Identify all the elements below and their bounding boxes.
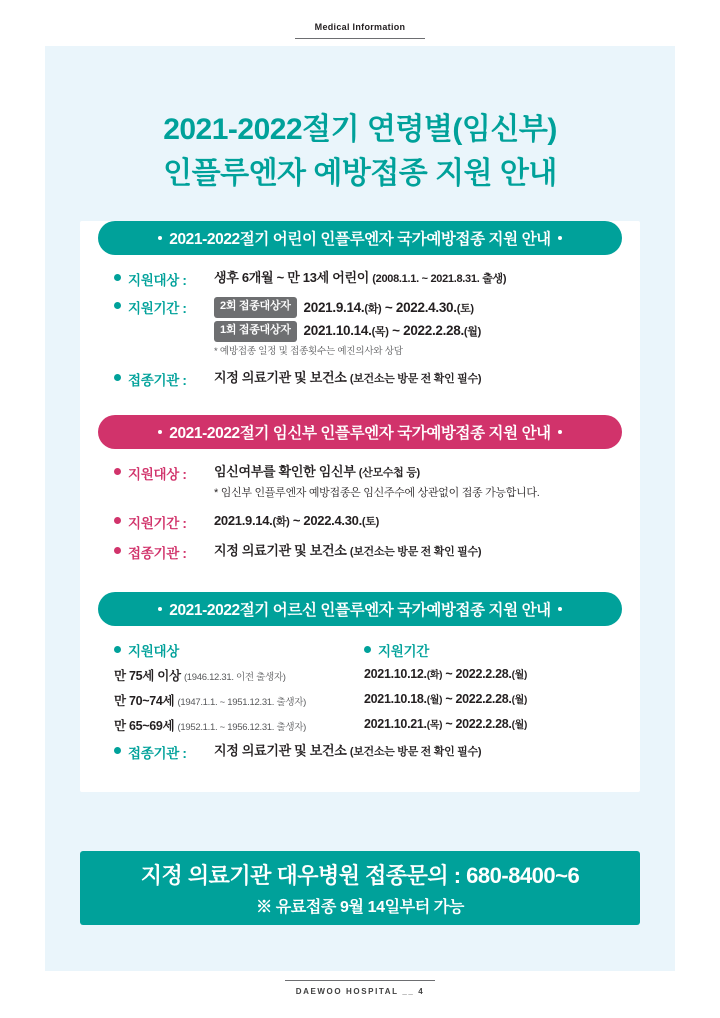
section-pregnant [80,415,640,562]
elderly-period-2-start: 2021.10.18. [364,691,427,706]
children-period-value [214,297,481,359]
page-title-line2: 인플루엔자 예방접종 지원 안내 [163,156,557,190]
page-header-text: Medical Information [314,22,406,32]
children-2dose-tag: 2회 접종대상자 [214,297,297,318]
footer-divider [285,980,435,981]
elderly-period-1-start: 2021.10.12. [364,666,427,681]
elderly-target-2 [114,691,364,709]
elderly-facility-value [214,742,481,761]
children-period-2dose [214,297,481,318]
elderly-target-2-text: 만 70~74세 [114,693,175,708]
bullet-icon [114,374,121,381]
elderly-period-1-end: ~ 2022.2.28. [442,666,512,681]
banner-dot-icon [158,236,162,240]
children-target-row [114,269,606,289]
pregnant-target-footnote: * 임신부 인플루엔자 예방접종은 임신주수에 상관없이 접종 가능합니다. [214,486,540,499]
children-1dose-tag: 1회 접종대상자 [214,321,297,342]
page-title [45,108,675,195]
pregnant-target-label: 지원대상 : [128,466,187,482]
children-1dose-start-day: (목) [371,326,389,339]
children-facility-label: 접종기관 : [128,372,187,388]
pregnant-facility-text: 지정 의료기관 및 보건소 [214,542,347,558]
info-card [80,221,640,792]
children-period-footnote: * 예방접종 일정 및 접종횟수는 예진의사와 상담 [214,345,403,357]
header-divider [295,38,425,39]
pregnant-period-value [214,512,379,531]
section-elderly-banner-text: 2021-2022절기 어르신 인플루엔자 국가예방접종 지원 안내 [169,601,551,619]
bullet-icon [114,468,121,475]
bullet-icon [364,646,371,653]
children-1dose-start: 2021.10.14. [303,323,372,339]
children-1dose-dates [304,321,481,341]
bullet-icon [114,517,121,524]
banner-dot-icon [558,607,562,611]
elderly-facility-note: (보건소는 방문 전 확인 필수) [349,745,482,758]
elderly-period-1-start-day: (화) [426,669,443,681]
elderly-period-2-end: ~ 2022.2.28. [442,691,512,706]
section-children-banner [98,221,622,255]
page-footer-text: DAEWOO HOSPITAL __ 4 [295,987,425,996]
elderly-period-1-end-day: (월) [511,669,528,681]
pregnant-facility-label: 접종기관 : [128,545,187,561]
contact-note-text: ※ 유료접종 9월 14일부터 가능 [256,899,464,916]
banner-dot-icon [158,607,162,611]
elderly-header-period [364,640,429,660]
section-children [80,221,640,389]
elderly-header-period-label: 지원기간 [378,643,429,659]
children-target-value [214,269,506,288]
pregnant-target-row [114,463,606,502]
children-target-note: (2008.1.1. ~ 2021.8.31. 출생) [372,273,507,285]
section-elderly [80,592,640,762]
section-pregnant-banner-text: 2021-2022절기 임신부 인플루엔자 국가예방접종 지원 안내 [169,424,551,442]
children-2dose-dates [304,298,474,318]
pregnant-facility-note: (보건소는 방문 전 확인 필수) [349,545,482,558]
children-period-label: 지원기간 : [128,301,187,316]
pregnant-period-start-day: (화) [272,515,290,528]
pregnant-period-row [114,512,606,532]
table-row [114,691,606,709]
children-target-text: 생후 6개월 ~ 만 13세 어린이 [214,270,369,285]
children-target-label: 지원대상 : [128,273,187,288]
elderly-period-3-start: 2021.10.21. [364,716,427,731]
elderly-period-3-start-day: (목) [426,719,443,731]
children-facility-text: 지정 의료기관 및 보건소 [214,369,347,385]
elderly-target-1-text: 만 75세 이상 [114,668,181,683]
elderly-period-1 [364,666,527,684]
children-2dose-end: ~ 2022.4.30. [381,299,457,315]
pregnant-period-end: ~ 2022.4.30. [289,512,362,528]
pregnant-facility-row [114,542,606,562]
bullet-icon [114,646,121,653]
elderly-period-3-end-day: (월) [511,719,528,731]
table-row [114,666,606,684]
contact-phone-text: 지정 의료기관 대우병원 접종문의 : 680-8400~6 [140,863,580,888]
children-period-1dose [214,321,481,342]
banner-dot-icon [558,236,562,240]
bullet-icon [114,747,121,754]
contact-box [80,851,640,925]
elderly-header-target-label: 지원대상 [128,643,179,659]
section-elderly-banner [98,592,622,626]
elderly-period-3-end: ~ 2022.2.28. [442,716,512,731]
pregnant-period-end-day: (토) [361,515,379,528]
bullet-icon [114,302,121,309]
elderly-period-2-end-day: (월) [511,694,528,706]
elderly-target-1-sub: (1946.12.31. 이전 출생자) [183,671,286,683]
pregnant-target-note: (산모수첩 등) [358,466,420,479]
elderly-target-3-sub: (1952.1.1. ~ 1956.12.31. 출생자) [177,721,306,733]
section-pregnant-banner [98,415,622,449]
page-header [0,22,720,39]
elderly-target-1 [114,666,364,684]
content-panel [45,46,675,971]
pregnant-target-text: 임신여부를 확인한 임신부 [214,463,356,479]
elderly-period-2-start-day: (월) [426,694,443,706]
pregnant-target-value [214,463,539,502]
children-period-row [114,297,606,359]
children-facility-note: (보건소는 방문 전 확인 필수) [349,372,482,385]
banner-dot-icon [558,430,562,434]
children-facility-row [114,369,606,389]
children-2dose-start: 2021.9.14. [303,299,365,315]
banner-dot-icon [158,430,162,434]
page-footer [0,980,720,996]
table-row [114,716,606,734]
children-1dose-end-day: (월) [463,326,481,339]
elderly-facility-label: 접종기관 : [128,745,187,761]
pregnant-facility-value [214,542,481,561]
elderly-period-2 [364,691,527,709]
children-1dose-end: ~ 2022.2.28. [388,323,464,339]
elderly-facility-row [114,742,606,762]
bullet-icon [114,274,121,281]
elderly-target-3-text: 만 65~69세 [114,718,175,733]
elderly-header-target [114,640,364,660]
bullet-icon [114,547,121,554]
elderly-period-3 [364,716,527,734]
children-2dose-start-day: (화) [364,302,382,315]
children-2dose-end-day: (토) [456,302,474,315]
children-facility-value [214,369,481,388]
elderly-target-2-sub: (1947.1.1. ~ 1951.12.31. 출생자) [177,696,306,708]
pregnant-period-start: 2021.9.14. [214,512,273,528]
pregnant-period-label: 지원기간 : [128,515,187,531]
section-children-banner-text: 2021-2022절기 어린이 인플루엔자 국가예방접종 지원 안내 [169,231,551,248]
page-title-line1: 2021-2022절기 연령별(임신부) [163,113,557,146]
elderly-facility-text: 지정 의료기관 및 보건소 [214,742,347,758]
elderly-target-3 [114,716,364,734]
elderly-table-header [114,640,606,660]
